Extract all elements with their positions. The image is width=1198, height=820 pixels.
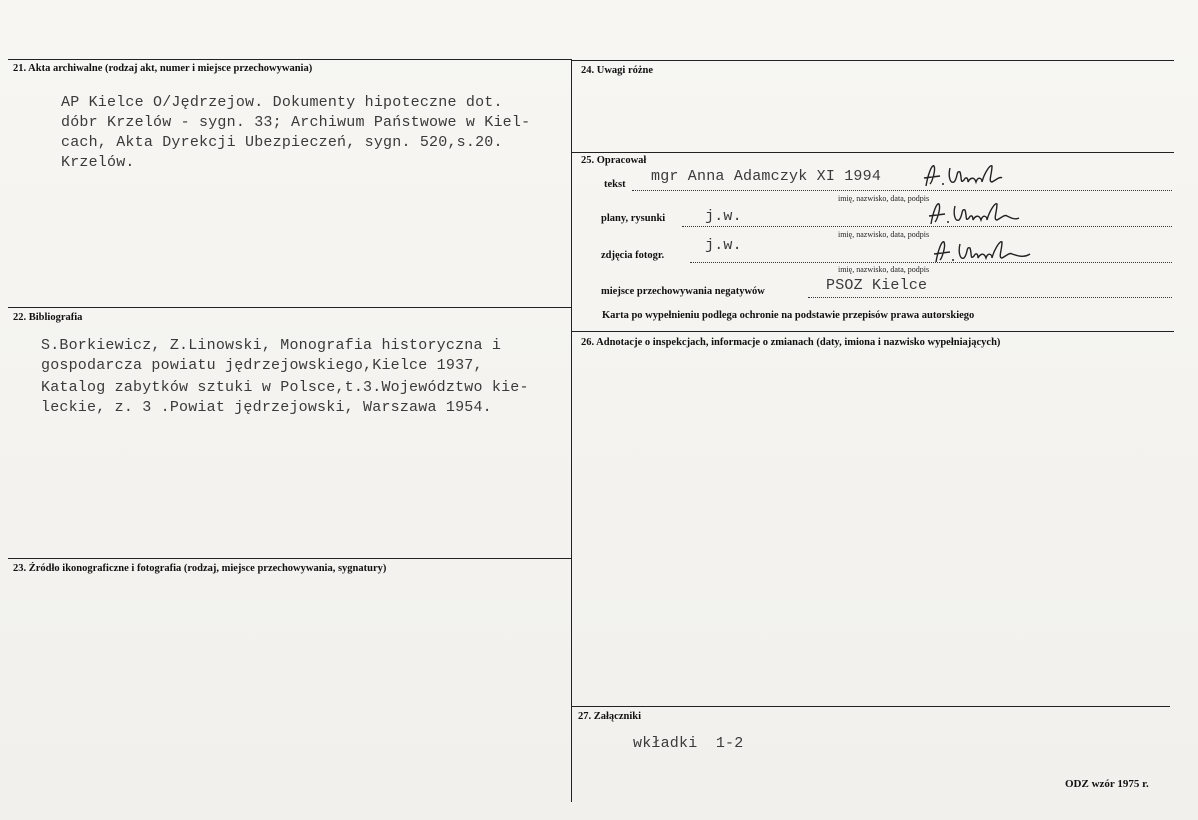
rule-21-22 [8, 307, 571, 308]
tekst-label: tekst [604, 179, 626, 190]
top-rule-right [571, 60, 1174, 61]
section-22-line-2: gospodarcza powiatu jędrzejowskiego,Kielce 1937, [41, 357, 483, 374]
section-22-line-1: S.Borkiewicz, Z.Linowski, Monografia historyczna i [41, 337, 502, 354]
plany-label: plany, rysunki [601, 213, 666, 224]
zdjecia-value: j.w. [705, 237, 742, 254]
copyright-note: Karta po wypełnieniu podlega ochronie na podstawie przepisów prawa autorskiego [602, 310, 975, 321]
rule-24-25 [571, 152, 1174, 153]
section-27-label: 27. Załączniki [578, 711, 642, 722]
section-22-line-5: leckie, z. 3 .Powiat jędrzejowski, Warszawa 1954. [41, 399, 492, 416]
section-21-line-2: dóbr Krzelów - sygn. 33; Archiwum Państwowe w Kiel- [61, 114, 531, 131]
tekst-caption: imię, nazwisko, data, podpis [838, 194, 930, 203]
form-identifier: ODZ wzór 1975 r. [1065, 778, 1149, 790]
center-divider [571, 59, 572, 802]
section-25-label: 25. Opracował [581, 155, 647, 166]
section-22-label: 22. Bibliografia [13, 312, 83, 323]
section-24-label: 24. Uwagi różne [581, 65, 654, 76]
plany-value: j.w. [705, 208, 742, 225]
rule-25-26 [571, 331, 1174, 332]
tekst-value: mgr Anna Adamczyk XI 1994 [651, 168, 882, 185]
negatyw-label: miejsce przechowywania negatywów [601, 286, 765, 297]
signature-3 [930, 236, 1040, 266]
section-26-label: 26. Adnotacje o inspekcjach, informacje o zmianach (daty, imiona i nazwisko wypełniających) [581, 337, 1001, 348]
rule-22-23 [8, 558, 571, 559]
signature-2 [925, 198, 1025, 228]
top-rule-left [8, 59, 571, 60]
section-23-label: 23. Źródło ikonograficzne i fotografia (rodzaj, miejsce przechowywania, sygnatury) [13, 563, 387, 574]
section-21-line-3: cach, Akta Dyrekcji Ubezpieczeń, sygn. 520,s.20. [61, 134, 503, 151]
plany-caption: imię, nazwisko, data, podpis [838, 230, 930, 239]
section-21-line-1: AP Kielce O/Jędrzejow. Dokumenty hipoteczne dot. [61, 94, 503, 111]
section-22-line-4: Katalog zabytków sztuki w Polsce,t.3.Województwo kie- [41, 379, 529, 396]
zdjecia-caption: imię, nazwisko, data, podpis [838, 265, 930, 274]
rule-26-27 [571, 706, 1170, 707]
section-27-value: wkładki 1-2 [633, 735, 744, 752]
negatyw-dotted-line [808, 297, 1172, 298]
signature-1 [920, 160, 1020, 190]
zdjecia-label: zdjęcia fotogr. [601, 250, 665, 261]
negatyw-value: PSOZ Kielce [826, 277, 928, 294]
section-21-line-4: Krzelów. [61, 154, 135, 171]
tekst-dotted-line [632, 190, 1172, 191]
section-21-label: 21. Akta archiwalne (rodzaj akt, numer i miejsce przechowywania) [13, 63, 313, 74]
